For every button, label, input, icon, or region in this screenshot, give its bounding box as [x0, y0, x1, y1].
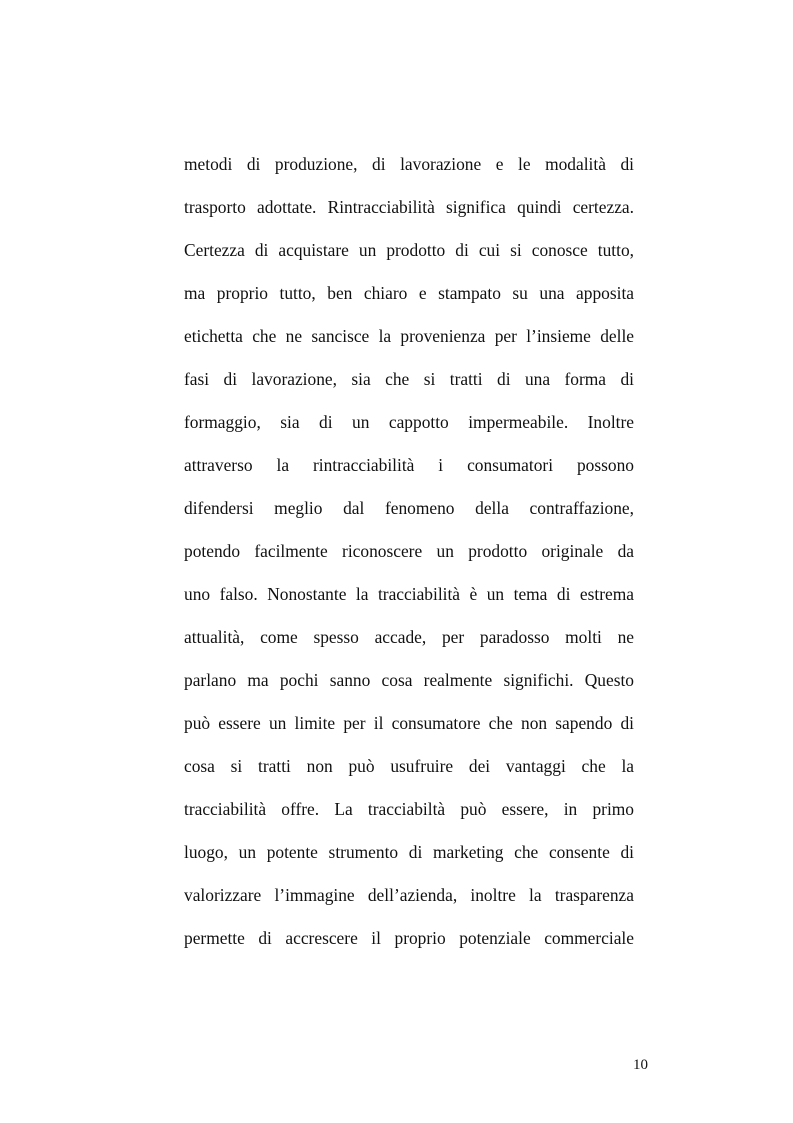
text-line: permette di accrescere il proprio potenziale commerciale — [184, 928, 634, 948]
text-line: parlano ma pochi sanno cosa realmente significhi. Questo — [184, 670, 634, 690]
body-paragraph — [184, 146, 634, 963]
text-line: luogo, un potente strumento di marketing che consente di — [184, 842, 634, 862]
text-line: attraverso la rintracciabilità i consumatori possono — [184, 455, 634, 475]
text-line: potendo facilmente riconoscere un prodotto originale da — [184, 541, 634, 561]
text-line: ma proprio tutto, ben chiaro e stampato su una apposita — [184, 283, 634, 303]
text-line: valorizzare l’immagine dell’azienda, inoltre la trasparenza — [184, 885, 634, 905]
text-line: può essere un limite per il consumatore che non sapendo di — [184, 713, 634, 733]
text-line: attualità, come spesso accade, per paradosso molti ne — [184, 627, 634, 647]
page-number: 10 — [633, 1057, 648, 1073]
text-line: etichetta che ne sancisce la provenienza per l’insieme delle — [184, 326, 634, 346]
text-line: Certezza di acquistare un prodotto di cui si conosce tutto, — [184, 240, 634, 260]
text-line: tracciabilità offre. La tracciabiltà può essere, in primo — [184, 799, 634, 819]
text-line: formaggio, sia di un cappotto impermeabile. Inoltre — [184, 412, 634, 432]
text-line: uno falso. Nonostante la tracciabilità è un tema di estrema — [184, 584, 634, 604]
text-line: metodi di produzione, di lavorazione e le modalità di — [184, 154, 634, 174]
text-line: trasporto adottate. Rintracciabilità significa quindi certezza. — [184, 197, 634, 217]
text-line: difendersi meglio dal fenomeno della contraffazione, — [184, 498, 634, 518]
text-line: cosa si tratti non può usufruire dei vantaggi che la — [184, 756, 634, 776]
text-line: fasi di lavorazione, sia che si tratti di una forma di — [184, 369, 634, 389]
